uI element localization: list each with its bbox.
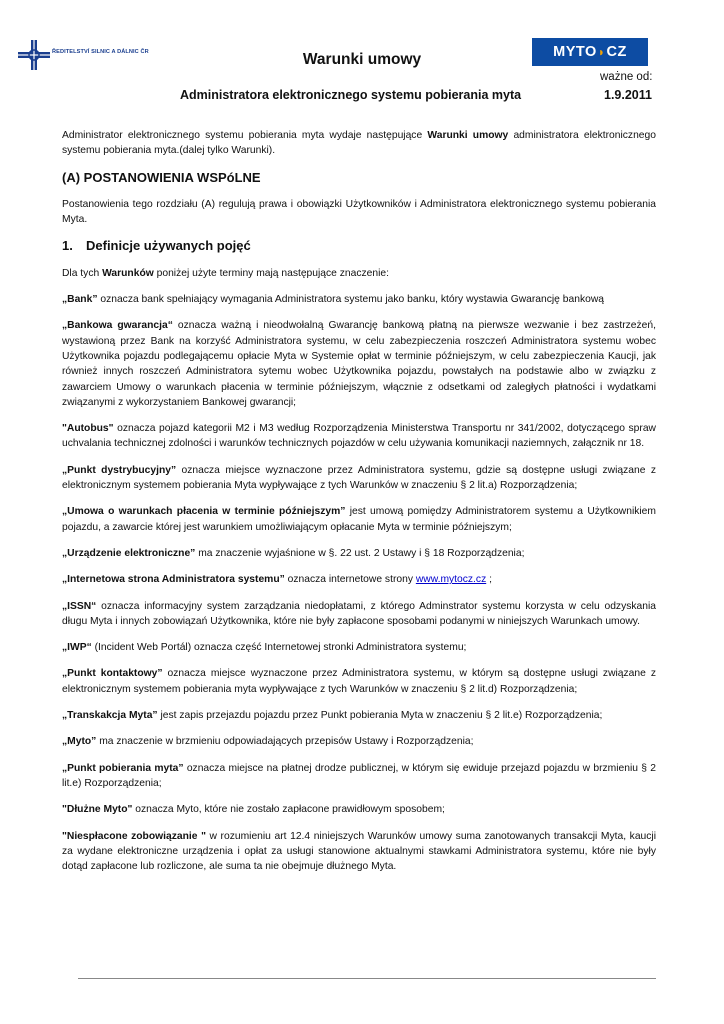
definition-item: [62, 546, 656, 561]
document-subtitle: Administratora elektronicznego systemu pobierania myta: [180, 88, 522, 102]
definition-item: [62, 504, 656, 535]
definition-text: w rozumieniu art 12.4 niniejszych Warunków umowy suma zanotowanych transakcji Myta, kaucji za wydane elektroniczne urządzenia i opłat za usługi stanowione aktualnymi stawkami Administratora systemu, które nie były dotąd zapłacone lub rozliczone, ale suma ta nie obejmuje dłużnego Myta.: [62, 830, 656, 873]
definition-term: "Autobus": [62, 423, 114, 435]
definition-term: „Myto”: [62, 736, 97, 748]
definition-text: oznacza internetowe strony: [284, 574, 416, 586]
definition-item: [62, 421, 656, 452]
footer-divider: [78, 978, 656, 979]
definition-term: „Urządzenie elektroniczne”: [62, 547, 196, 559]
section-a-text: Postanowienia tego rozdziału (A) regulują prawa i obowiązki Użytkowników i Administratora elektronicznego systemu pobierania Myta.: [62, 198, 656, 226]
definition-term: "Dłużne Myto": [62, 804, 133, 816]
definition-term: „Punkt dystrybucyjny”: [62, 464, 177, 476]
definition-item: [62, 708, 656, 723]
valid-from-label: ważne od:: [600, 71, 653, 83]
definitions-list: [62, 292, 656, 874]
rsd-logo-text: ŘEDITELSTVÍ SILNIC A DÁLNIC ČR: [52, 49, 149, 55]
definition-text: oznacza ważną i nieodwołalną Gwarancję bankową płatną na pierwsze wezwanie i bez zastrzeżeń, wystawioną przez Bank na korzyść Administratora systemu, w celu zabezpieczenia roszczeń Administratora systemu wobec Użytkownika pojazdu podlegającemu opłacie Myta w Systemie opłat w terminie późniejszym, w celu zabezpieczenia Kaucji, jak również innych roszczeń Administratora sytemu wobec Użytkownika pojazdu, powstałych na podstawie albo w związku z zawarciem Umowy o warunkach płacenia w terminie późniejszym, włącznie z odsetkami od zaległych płatności i wydatkami związanymi z wykorzystaniem Bankowej gwarancji;: [62, 320, 656, 408]
definition-text: oznacza bank spełniający wymagania Administratora systemu jako banku, który wystawia Gwarancję bankową: [97, 294, 604, 306]
definition-item: [62, 761, 656, 792]
definition-item: [62, 640, 656, 655]
definition-text: oznacza Myto, które nie zostało zapłacone prawidłowym sposobem;: [132, 804, 445, 816]
valid-from-date: 1.9.2011: [604, 88, 652, 102]
definition-text: (Incident Web Portál) oznacza część Internetowej stronki Administratora systemu;: [91, 642, 467, 654]
section-1-lead: Dla tych Warunków poniżej użyte terminy mają następujące znaczenie:: [62, 267, 389, 279]
definition-term: „Transkakcja Myta”: [62, 710, 158, 722]
definition-text: ma znaczenie wyjaśnione w §. 22 ust. 2 Ustawy i § 18 Rozporządzenia;: [195, 547, 525, 559]
page-title: Warunki umowy: [302, 51, 422, 68]
definition-text: ma znaczenie w brzmieniu odpowiadających przepisów Ustawy i Rozporządzenia;: [96, 736, 474, 748]
definition-term: „IWP“: [62, 642, 92, 654]
definition-term: „Bankowa gwarancja“: [62, 320, 173, 332]
definition-text: jest zapis przejazdu pojazdu przez Punkt pobierania Myta w znaczeniu § 2 lit.e) Rozporządzenia;: [157, 710, 603, 722]
myto-logo-text: MYTO◗CZ: [553, 44, 627, 60]
definition-item: [62, 292, 656, 307]
definition-item: [62, 572, 656, 587]
definition-term: "Niespłacone zobowiązanie ": [62, 830, 206, 842]
definition-item: [62, 829, 656, 875]
definition-text: jest umową pomiędzy Administratorem systemu a Użytkownikiem pojazdu, a zawarcie której jest warunkiem umożliwiającym opłacanie Myta w terminie późniejszym;: [62, 506, 656, 533]
definition-term: „Punkt pobierania myta”: [62, 762, 184, 774]
signal-icon: ◗: [597, 45, 606, 59]
definition-term: „Bank”: [62, 294, 98, 306]
definition-item: [62, 318, 656, 410]
definition-item: [62, 734, 656, 749]
document-body: [62, 128, 656, 885]
definition-text: oznacza miejsce wyznaczone przez Administratora systemu, gdzie są dostępne usługi związane z elektronicznym systemem pobierania Myta wypływające z tych Warunków w znaczeniu § 2 lit.a) Rozporządzenia;: [62, 464, 657, 492]
definition-term: „Umowa o warunkach płacenia w terminie późniejszym”: [62, 506, 346, 518]
definition-text: oznacza miejsce wyznaczone przez Administratora systemu, w którym są dostępne usługi związane z elektronicznym systemem pobierania myta wypływające z tych Warunków w znaczeniu § 2 lit.d) Rozporządzenia;: [62, 668, 656, 695]
definition-item: [62, 599, 656, 630]
intro-paragraph: Administrator elektronicznego systemu pobierania myta wydaje następujące Warunki umowy administratora elektronicznego systemu pobierania myta.(dalej tylko Warunki).: [62, 130, 656, 157]
definition-text-end: ;: [486, 574, 492, 586]
definition-term: „Internetowa strona Administratora systemu”: [62, 574, 285, 586]
section-a-heading: (A) POSTANOWIENIA WSPóLNE: [62, 169, 261, 185]
definition-item: [62, 666, 656, 697]
definition-text: oznacza informacyjny system zarządzania niedopłatami, z którego Adminstrator systemu korzysta w celu odzyskania długu Myta i innych zobowiązań Użytkownika, które nie były zapłacone sposobami podanymi w niniejszych Warunkach umowy.: [62, 600, 656, 627]
definition-term: „ISSN“: [62, 600, 97, 612]
definition-item: [62, 463, 656, 494]
section-1-heading: 1. Definicje używanych pojęć: [62, 238, 251, 254]
definition-term: „Punkt kontaktowy”: [62, 668, 163, 680]
definition-text: oznacza pojazd kategorii M2 i M3 według Rozporządzenia Ministerstwa Transportu nr 341/2002, dotyczącego spraw uchvalania technicznej zdolności i warunków technicznych pojazdów w celu używania komunikacji naziemnych, załącznik nr 18.: [62, 423, 656, 450]
website-link[interactable]: www.mytocz.cz: [415, 574, 487, 586]
definition-item: [62, 802, 656, 817]
definition-text: oznacza miejsce na płatnej drodze publicznej, w którym się ewiduje przejazd pojazdu w brzmieniu § 2 lit.e) Rozporządzenia;: [62, 762, 656, 789]
